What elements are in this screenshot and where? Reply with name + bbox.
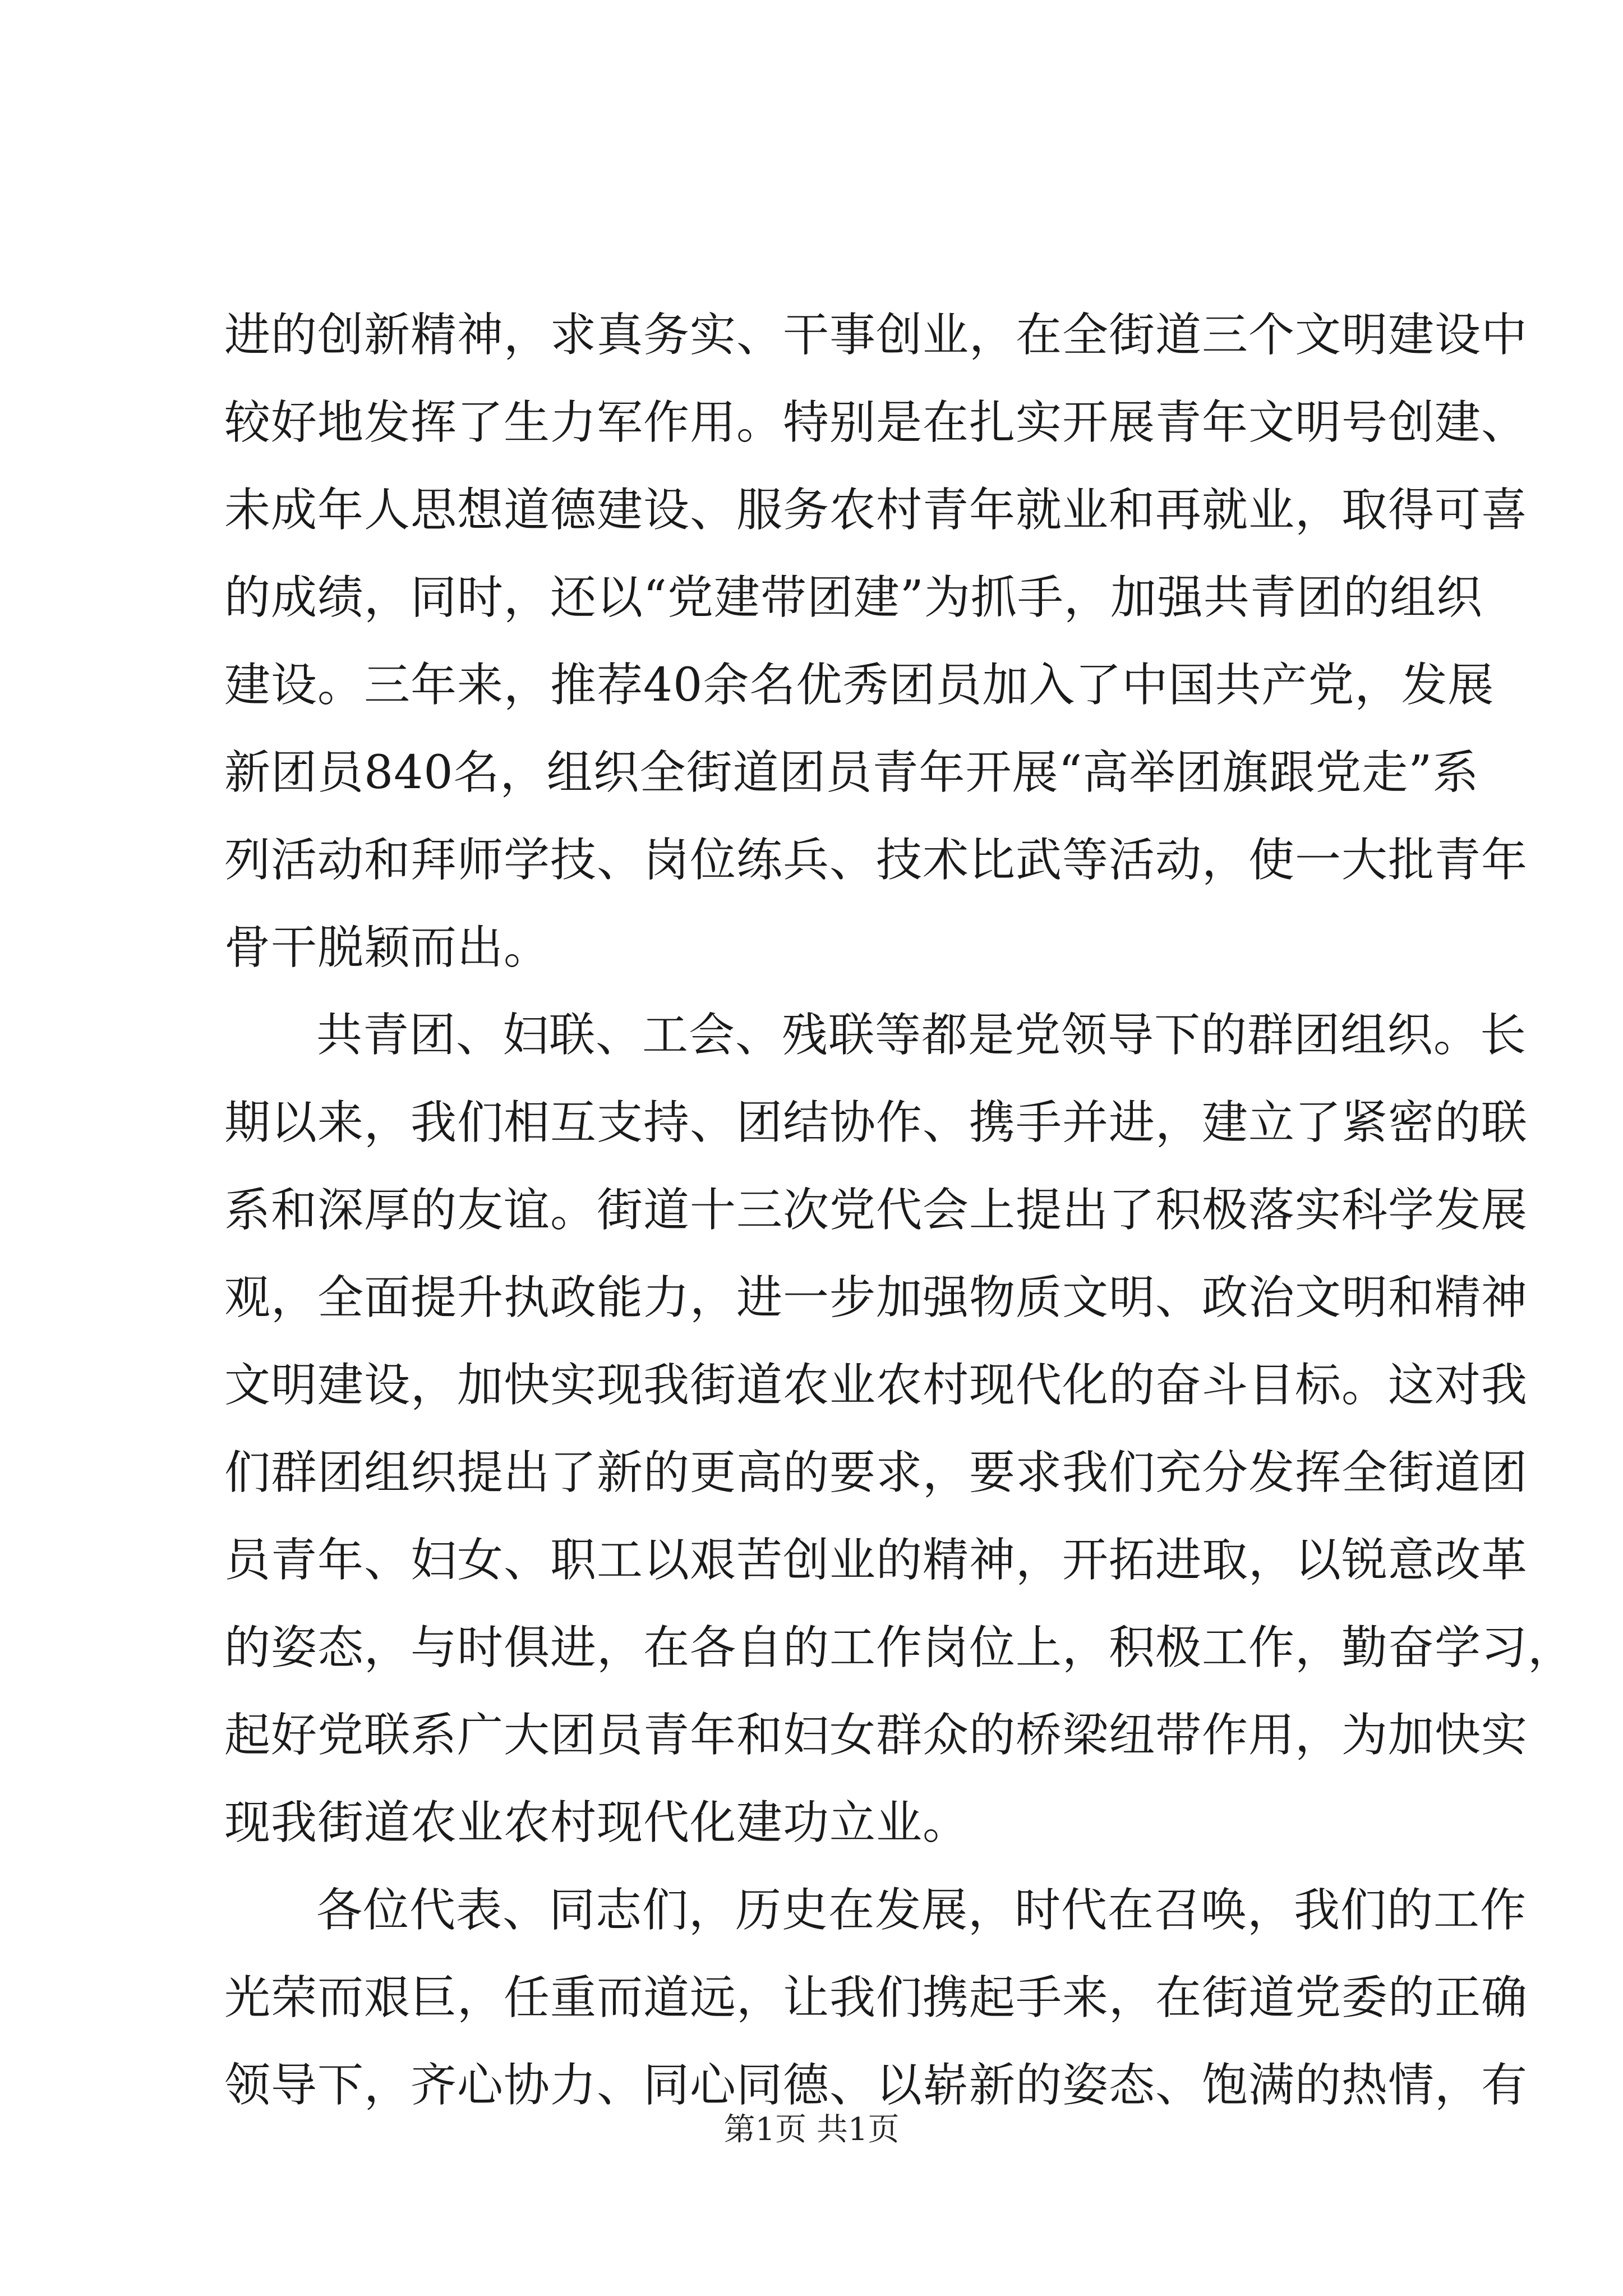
text-line: 光荣而艰巨，任重而道远，让我们携起手来，在街道党委的正确 (224, 1971, 1528, 2024)
text-line: 文明建设，加快实现我街道农业农村现代化的奋斗目标。这对我 (224, 1359, 1528, 1412)
text-line: 新团员840名，组织全街道团员青年开展“高举团旗跟党走”系 (224, 746, 1479, 799)
text-line: 较好地发挥了生力军作用。特别是在扎实开展青年文明号创建、 (224, 396, 1528, 449)
document-body (224, 292, 1575, 2129)
text-line: 建设。三年来，推荐40余名优秀团员加入了中国共产党，发展 (224, 659, 1495, 712)
text-line: 员青年、妇女、职工以艰苦创业的精神，开拓进取，以锐意改革 (224, 1534, 1528, 1587)
text-line: 领导下，齐心协力、同心同德、以崭新的姿态、饱满的热情，有 (224, 2059, 1528, 2112)
page-footer: 第1页 共1页 (723, 2111, 900, 2148)
paragraph-first-line: 共青团、妇联、工会、残联等都是党领导下的群团组织。长 (316, 1009, 1527, 1062)
paragraph-first-line: 各位代表、同志们，历史在发展，时代在召唤，我们的工作 (316, 1884, 1527, 1937)
text-line: 的成绩，同时，还以“党建带团建”为抓手，加强共青团的组织 (224, 571, 1483, 624)
text-line: 进的创新精神，求真务实、干事创业，在全街道三个文明建设中 (224, 309, 1528, 362)
text-line: 的姿态，与时俱进，在各自的工作岗位上，积极工作，勤奋学习， (224, 1621, 1575, 1674)
text-line: 观，全面提升执政能力，进一步加强物质文明、政治文明和精神 (224, 1271, 1528, 1324)
text-line: 们群团组织提出了新的更高的要求，要求我们充分发挥全街道团 (224, 1446, 1528, 1499)
text-line: 系和深厚的友谊。街道十三次党代会上提出了积极落实科学发展 (224, 1184, 1528, 1237)
text-line: 未成年人思想道德建设、服务农村青年就业和再就业，取得可喜 (224, 484, 1528, 537)
text-line: 期以来，我们相互支持、团结协作、携手并进，建立了紧密的联 (224, 1096, 1528, 1149)
text-line: 现我街道农业农村现代化建功立业。 (224, 1796, 970, 1849)
text-line: 起好党联系广大团员青年和妇女群众的桥梁纽带作用，为加快实 (224, 1709, 1528, 1762)
text-line: 骨干脱颖而出。 (224, 921, 551, 974)
text-line: 列活动和拜师学技、岗位练兵、技术比武等活动，使一大批青年 (224, 834, 1528, 887)
